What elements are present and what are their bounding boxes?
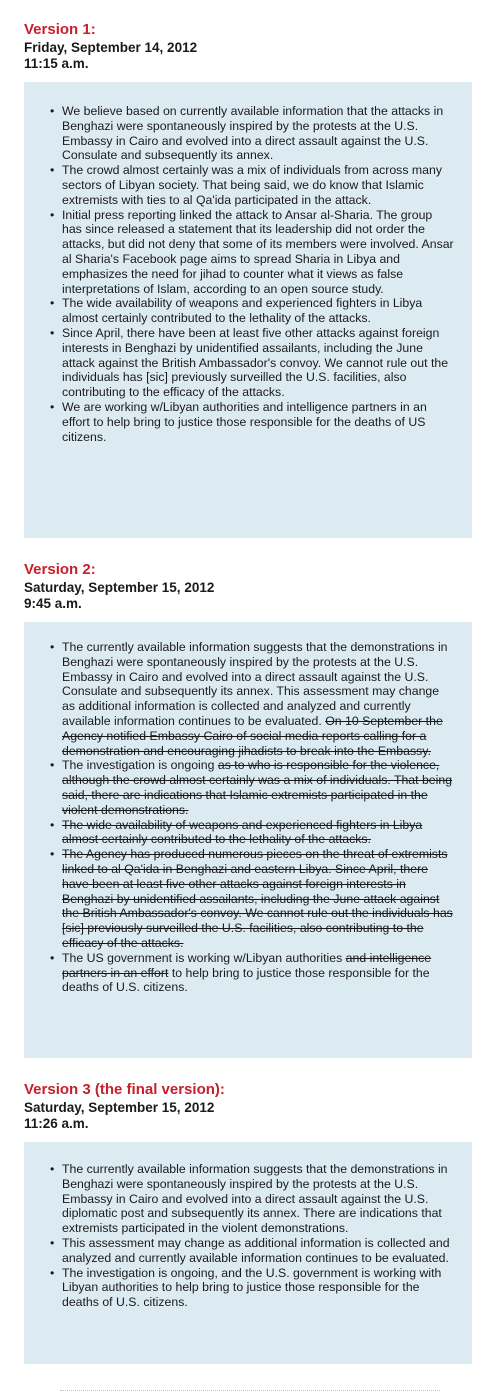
- item-text: The investigation is ongoing: [62, 758, 218, 773]
- item-text: The currently available information suggests that the demonstrations in Benghazi were spontaneously inspired by the protests at the U.S. Embassy in Cairo and evolved into a direct assault against the U.S. Consulate and subsequently its annex. This assessment may change as additional information is collected and analyzed and currently available information continues to be evaluated.: [62, 640, 448, 728]
- item-text: to help bring to justice those responsible for the deaths of U.S. citizens.: [62, 965, 430, 995]
- version-panel: [24, 82, 472, 538]
- item-text: The currently available information suggests that the demonstrations in Benghazi were spontaneously inspired by the protests at the U.S. Embassy in Cairo and evolved into a direct assault against the U.S. diplomatic post and subsequently its annex. There are indications that extremists participated in the violent demonstrations.: [62, 1162, 448, 1236]
- version-title: Version 1:: [24, 21, 96, 38]
- bullet-item: [24, 1266, 472, 1310]
- item-text: The US government is working w/Libyan authorities: [62, 950, 346, 965]
- item-text: The wide availability of weapons and experienced fighters in Libya almost certainly contributed to the lethality of the attacks.: [62, 296, 423, 326]
- version-title: Version 3 (the final version):: [24, 1081, 225, 1098]
- bullet-item: [24, 296, 472, 326]
- version-time: 9:45 a.m.: [24, 596, 82, 611]
- bullet-icon: •: [50, 296, 55, 311]
- struck-text: as to who is responsible for the violence, although the crowd almost certainly was a mix of individuals. That being said, there are indications that Islamic extremists participated in the violent demonstrations.: [62, 758, 453, 817]
- bullet-list: [24, 1162, 472, 1310]
- footer-divider: [60, 1390, 440, 1392]
- item-text: The crowd almost certainly was a mix of individuals from across many sectors of Libyan society. That being said, we do know that Islamic extremists with ties to al Qa'ida participated in the attack.: [62, 163, 442, 207]
- bullet-icon: •: [50, 104, 55, 118]
- bullet-item: [24, 1236, 472, 1266]
- bullet-list: [24, 104, 472, 444]
- struck-text: and intelligence partners in an effort: [62, 950, 432, 980]
- bullet-item: [24, 400, 472, 444]
- version-date: Saturday, September 15, 2012: [24, 1100, 215, 1115]
- version-date: Saturday, September 15, 2012: [24, 580, 215, 595]
- bullet-item: [24, 163, 472, 207]
- version-time: 11:26 a.m.: [24, 1116, 89, 1131]
- bullet-item: [24, 1162, 472, 1236]
- bullet-icon: •: [50, 163, 55, 178]
- bullet-list: [24, 640, 472, 995]
- bullet-item: [24, 326, 472, 400]
- version-date: Friday, September 14, 2012: [24, 40, 198, 55]
- struck-text: The wide availability of weapons and experienced fighters in Libya almost certainly contributed to the lethality of the attacks.: [62, 817, 423, 847]
- bullet-icon: •: [50, 817, 55, 832]
- bullet-item: [24, 104, 472, 163]
- bullet-item: [24, 951, 472, 995]
- bullet-item: [24, 208, 472, 297]
- bullet-icon: •: [50, 758, 55, 773]
- bullet-icon: •: [50, 207, 55, 222]
- version-time: 11:15 a.m.: [24, 56, 89, 71]
- item-text: This assessment may change as additional information is collected and analyzed and currently available information continues to be evaluated.: [62, 1235, 450, 1265]
- bullet-icon: •: [50, 399, 55, 414]
- bullet-icon: •: [50, 847, 55, 862]
- version-title: Version 2:: [24, 561, 96, 578]
- bullet-icon: •: [50, 1265, 55, 1280]
- item-text: Since April, there have been at least five other attacks against foreign interests in Benghazi by unidentified assailants, including the June attack against the British Ambassador's convoy. We cannot rule out the individuals has [sic] previously surveilled the U.S. facilities, also contributing to the efficacy of the attacks.: [62, 325, 449, 400]
- version-panel: [24, 1142, 472, 1364]
- bullet-item: [24, 818, 472, 848]
- bullet-item: [24, 847, 472, 951]
- bullet-icon: •: [50, 640, 55, 654]
- bullet-item: [24, 758, 472, 817]
- item-text: We believe based on currently available information that the attacks in Benghazi were spontaneously inspired by the protests at the U.S. Embassy in Cairo and evolved into a direct assault against the U.S. Consulate and subsequently its annex.: [62, 104, 444, 163]
- item-text: We are working w/Libyan authorities and intelligence partners in an effort to help bring to justice those responsible for the deaths of US citizens.: [62, 399, 427, 444]
- bullet-item: [24, 640, 472, 758]
- version-panel: [24, 622, 472, 1058]
- bullet-icon: •: [50, 325, 55, 340]
- struck-text: On 10 September the Agency notified Embassy Cairo of social media reports calling for a demonstration and encouraging jihadists to break into the Embassy.: [62, 713, 443, 758]
- bullet-icon: •: [50, 1162, 55, 1176]
- item-text: The investigation is ongoing, and the U.S. government is working with Libyan authorities to help bring to justice those responsible for the deaths of U.S. citizens.: [62, 1265, 442, 1310]
- bullet-icon: •: [50, 950, 55, 965]
- struck-text: The Agency has produced numerous pieces on the threat of extremists linked to al Qa'ida in Benghazi and eastern Libya. Since April, there have been at least five other attacks against foreign interests in Benghazi by unidentified assailants, including the June attack against the British Ambassador's convoy. We cannot rule out the individuals has [sic] previously surveilled the U.S. facilities, also contributing to the efficacy of the attacks.: [62, 847, 453, 950]
- item-text: Initial press reporting linked the attack to Ansar al-Sharia. The group has since released a statement that its leadership did not order the attacks, but did not deny that some of its members were involved. Ansar al Sharia's Facebook page aims to spread Sharia in Libya and emphasizes the need for jihad to counter what it views as false interpretations of Islam, according to an open source study.: [62, 207, 454, 296]
- bullet-icon: •: [50, 1235, 55, 1250]
